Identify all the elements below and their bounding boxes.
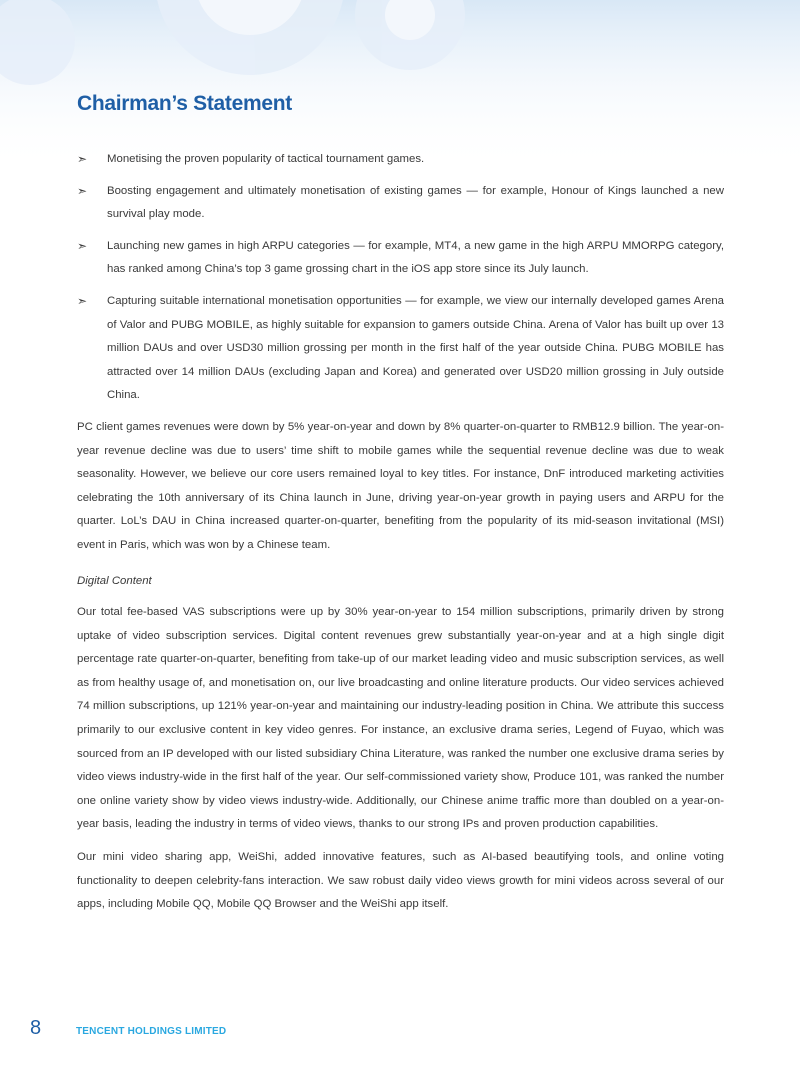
bullet-item (77, 235, 724, 282)
bullet-text: Monetising the proven popularity of tactical tournament games. (107, 153, 425, 165)
arrow-bullet-icon: ➣ (77, 293, 88, 308)
digital-content-heading: Digital Content (77, 574, 152, 587)
bullet-list (77, 148, 724, 408)
arrow-bullet-icon: ➣ (77, 152, 88, 166)
bullet-item (77, 180, 724, 227)
bullet-text: Boosting engagement and ultimately monetisation of existing games — for example, Honour of Kings launched a new survival play mode. (107, 184, 724, 221)
arrow-bullet-icon: ➣ (77, 183, 88, 198)
bullet-item (77, 148, 724, 172)
bullet-text: Launching new games in high ARPU categories — for example, MT4, a new game in the high ARPU MMORPG category, has ranked among China’s top 3 game grossing chart in the iOS app store since its July launch. (107, 239, 724, 276)
page-footer (30, 1017, 226, 1040)
page-number: 8 (30, 1017, 42, 1039)
pc-games-paragraph: PC client games revenues were down by 5% year-on-year and down by 8% quarter-on-quarter to RMB12.9 billion. The year-on-year revenue decline was due to users’ time shift to mobile games while the sequential revenue decline was due to weak seasonality. However, we believe our core users remained loyal to key titles. For instance, DnF introduced marketing activities celebrating the 10th anniversary of its China launch in June, driving year-on-year growth in paying users and ARPU for the quarter. LoL’s DAU in China increased quarter-on-quarter, benefiting from the popularity of its mid-season invitational (MSI) event in Paris, which was won by a Chinese team. (77, 420, 724, 551)
background-gear-art (0, 0, 800, 170)
article-body (77, 148, 724, 926)
digital-content-paragraph: Our total fee-based VAS subscriptions were up by 30% year-on-year to 154 million subscriptions, primarily driven by strong uptake of video subscription services. Digital content revenues grew substantially year-on-year and at a high single digit percentage rate quarter-on-quarter, benefiting from take-up of our market leading video and music subscription services, as well as from healthy usage of, and monetisation on, our live broadcasting and online literature products. Our video services achieved 74 million subscriptions, up 121% year-on-year and maintaining our industry-leading position in China. We attribute this success primarily to our exclusive content in key video genres. For instance, an exclusive drama series, Legend of Fuyao, which was sourced from an IP developed with our listed subsidiary China Literature, was ranked the number one exclusive drama series by video views industry-wide in the first half of the year. Our self-commissioned variety show, Produce 101, was ranked the number one online variety show by video views industry-wide. Additionally, our Chinese anime traffic more than doubled on a year-on-year basis, leading the industry in terms of video views, thanks to our strong IPs and proven production capabilities. (77, 606, 724, 831)
company-name: TENCENT HOLDINGS LIMITED (76, 1026, 227, 1037)
arrow-bullet-icon: ➣ (77, 238, 88, 253)
page-title: Chairman’s Statement (77, 92, 292, 115)
bullet-item (77, 290, 724, 408)
weishi-paragraph: Our mini video sharing app, WeiShi, added innovative features, such as AI-based beautifying tools, and online voting functionality to deepen celebrity-fans interaction. We saw robust daily video views growth for mini videos across several of our apps, including Mobile QQ, Mobile QQ Browser and the WeiShi app itself. (77, 851, 724, 911)
bullet-text: Capturing suitable international monetisation opportunities — for example, we view our internally developed games Arena of Valor and PUBG MOBILE, as highly suitable for expansion to gamers outside China. Arena of Valor has built up over 13 million DAUs and over USD30 million grossing per month in the first half of the year outside China. PUBG MOBILE has attracted over 14 million DAUs (excluding Japan and Korea) and generated over USD20 million grossing in July outside China. (107, 294, 724, 402)
